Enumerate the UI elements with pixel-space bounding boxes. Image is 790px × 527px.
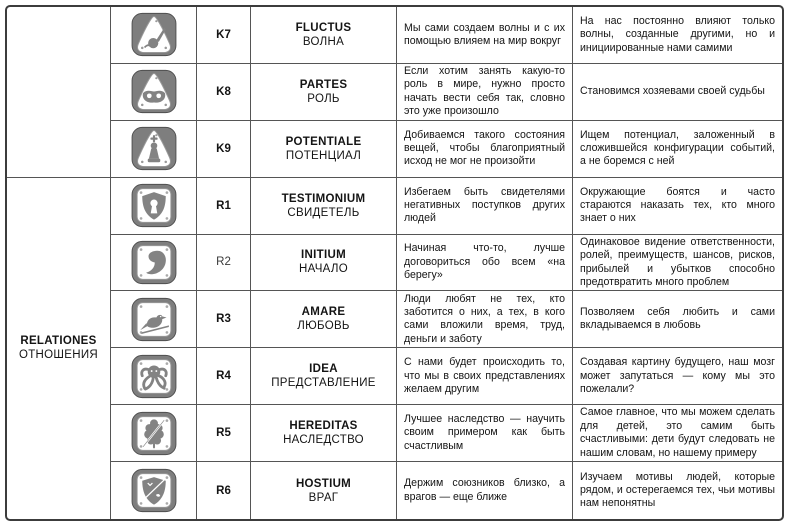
card-meaning: Изучаем мотивы людей, которые рядом, и остерегаемся тех, чьи мотивы нам непонятны	[580, 470, 775, 510]
card-latin-name: TESTIMONIUM	[281, 192, 366, 205]
card-name	[251, 291, 397, 348]
card-code: K9	[197, 121, 251, 178]
card-principle: Мы сами создаем волны и с их помощью влияем на мир вокруг	[397, 7, 573, 64]
card-name	[251, 462, 397, 519]
card-code: R6	[197, 462, 251, 519]
card-meaning: Позволяем себя любить и сами вкладываемся в любовь	[573, 291, 782, 348]
card-principle: Держим союзников близко, а врагов — еще ближе	[397, 462, 573, 519]
card-russian-name: РОЛЬ	[307, 92, 340, 105]
card-code: K7	[197, 7, 251, 64]
card-russian-name: ПОТЕНЦИАЛ	[285, 149, 362, 162]
card-russian-name: ЛЮБОВЬ	[297, 320, 350, 333]
bird-card-icon	[129, 296, 179, 343]
card-code: K8	[197, 64, 251, 121]
mask-card-icon	[129, 68, 179, 115]
card-principle: Если хотим занять какую-то роль в мире, нужно просто начать вести себя так, словно это уже произошло	[397, 64, 573, 121]
icon-cell	[111, 462, 197, 519]
card-meaning: На нас постоянно влияют только волны, созданные другими, но и инициированные нами самими	[573, 7, 782, 64]
group-cell-empty	[7, 7, 111, 178]
card-principle: Добиваемся такого состояния вещей, чтобы благоприятный исход не мог не произойти	[397, 121, 573, 178]
group-russian-label: ОТНОШЕНИЯ	[18, 349, 98, 362]
card-russian-name: ПРЕДСТАВЛЕНИЕ	[271, 377, 376, 390]
group-latin-label: RELATIONES	[20, 335, 97, 348]
card-name	[251, 348, 397, 405]
card-principle: Начиная что-то, лучше договориться обо всем «на берегу»	[397, 235, 573, 292]
icon-cell	[111, 235, 197, 292]
card-meaning: Создавая картину будущего, наш мозг может запутаться — кому мы это пожелали?	[573, 348, 782, 405]
card-name	[251, 405, 397, 462]
card-meaning: Становимся хозяевами своей судьбы	[573, 64, 782, 121]
card-latin-name: PARTES	[299, 78, 348, 91]
wave-card-icon	[129, 11, 179, 58]
card-russian-name: НАЧАЛО	[299, 263, 348, 276]
icon-cell	[111, 348, 197, 405]
card-latin-name: POTENTIALE	[285, 135, 362, 148]
card-russian-name: НАСЛЕДСТВО	[283, 434, 364, 447]
card-meaning: Самое главное, что мы можем сделать для детей, это самим быть счастливыми: дети будут следовать не нашим словам, но нашему примеру	[573, 405, 782, 462]
octopus-card-icon	[129, 353, 179, 400]
card-latin-name: AMARE	[301, 306, 346, 319]
oak-leaf-card-icon	[129, 410, 179, 457]
icon-cell	[111, 121, 197, 178]
card-meaning: Окружающие боятся и часто стараются наказать тех, кто много знает о них	[573, 178, 782, 235]
comma-card-icon	[129, 239, 179, 286]
card-code: R1	[197, 178, 251, 235]
card-code: R2	[197, 235, 251, 292]
card-principle: Люди любят не тех, кто заботится о них, а тех, в кого сами вложили время, труд, деньги и заботу	[397, 291, 573, 348]
icon-cell	[111, 178, 197, 235]
card-russian-name: СВИДЕТЕЛЬ	[287, 206, 360, 219]
card-principle: С нами будет происходить то, что мы в своих представлениях желаем другим	[397, 348, 573, 405]
card-code: R4	[197, 348, 251, 405]
quartered-shield-card-icon	[129, 467, 179, 514]
card-principle: Лучшее наследство — научить своим примером как быть счастливым	[397, 405, 573, 462]
card-meaning: Одинаковое видение ответственности, ролей, преимуществ, шансов, рисков, прибылей и убытков способно предотвратить много проблем	[573, 235, 782, 292]
icon-cell	[111, 405, 197, 462]
card-latin-name: FLUCTUS	[295, 21, 352, 34]
card-latin-name: IDEA	[309, 363, 338, 376]
card-name	[251, 121, 397, 178]
icon-cell	[111, 7, 197, 64]
card-name	[251, 7, 397, 64]
card-code: R3	[197, 291, 251, 348]
icon-cell	[111, 64, 197, 121]
card-code: R5	[197, 405, 251, 462]
shield-keyhole-card-icon	[129, 182, 179, 229]
card-name	[251, 64, 397, 121]
card-principle: Избегаем быть свидетелями негативных поступков других людей	[397, 178, 573, 235]
card-meaning: Ищем потенциал, заложенный в сложившейся конфигурации событий, а не боремся с ней	[573, 121, 782, 178]
metaphoric-cards-table	[5, 5, 784, 521]
chess-king-card-icon	[129, 125, 179, 172]
card-latin-name: INITIUM	[301, 249, 346, 262]
card-name	[251, 235, 397, 292]
card-russian-name: ВРАГ	[308, 491, 339, 504]
card-latin-name: HEREDITAS	[289, 420, 358, 433]
icon-cell	[111, 291, 197, 348]
group-cell-relationes	[7, 178, 111, 519]
card-name	[251, 178, 397, 235]
card-russian-name: ВОЛНА	[302, 35, 345, 48]
card-latin-name: HOSTIUM	[295, 477, 352, 490]
